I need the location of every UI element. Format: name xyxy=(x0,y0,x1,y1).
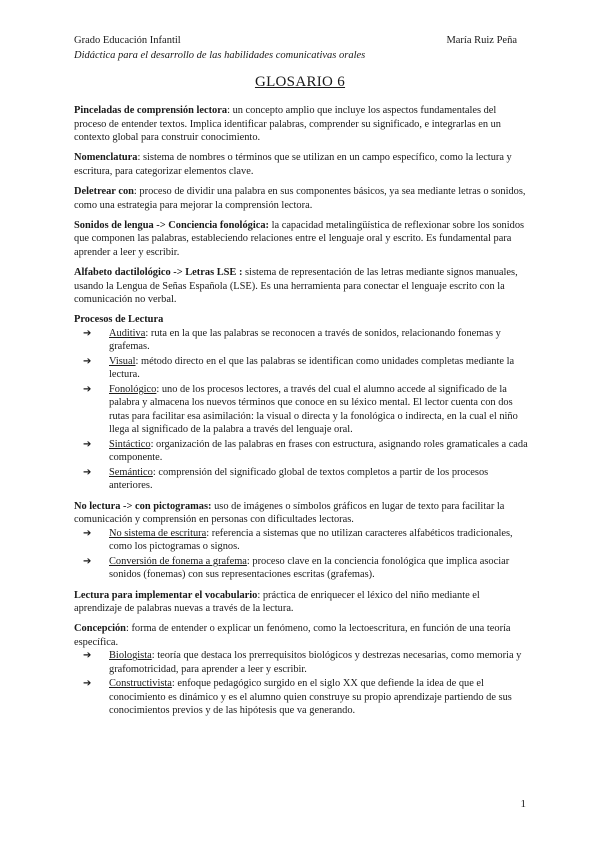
entry-definition: : forma de entender o explicar un fenómeno, como la lectoescritura, en función de una teoría específica. xyxy=(74,623,511,648)
glossary-entry xyxy=(74,589,530,616)
list-item: ➔ No sistema de escritura: referencia a sistemas que no utilizan caracteres alfabéticos tradicionales, como los pictogramas o signos. xyxy=(83,527,513,553)
glossary-body xyxy=(74,104,530,725)
entry-term: Nomenclatura xyxy=(74,152,138,164)
item-term: No sistema de escritura xyxy=(109,527,207,539)
header-course: Grado Educación Infantil xyxy=(74,35,181,46)
arrow-bullet-icon: ➔ xyxy=(83,527,92,539)
list-item: ➔ Fonológico: uno de los procesos lectores, a través del cual el alumno accede al significado de la palabra y almacena los nuevos términos que conoce en su léxico mental. El lector cuenta con dos rutas para facilitar esa asimilación: la visual o directa y la fonológica o indirecta, en la cual el niño llega al significado de la palabra a través del lenguaje oral. xyxy=(83,383,518,436)
entry-term: Deletrear con xyxy=(74,186,134,198)
entry-definition: sistema de representación de las letras mediante signos manuales, usando la Lengua de Señas Española (LSE). Es una herramienta para conectar el lenguaje escrito con la comunicación no verbal. xyxy=(74,267,518,306)
concepcion-list xyxy=(74,649,530,718)
item-term: Semántico xyxy=(109,466,153,478)
list-item: ➔ Auditiva: ruta en la que las palabras se reconocen a través de sonidos, relacionando fonemas y grafemas. xyxy=(83,327,501,353)
arrow-bullet-icon: ➔ xyxy=(83,466,92,478)
glossary-entry: Deletrear con: proceso de dividir una palabra en sus componentes básicos, ya sea mediante letras o sonidos, como una estrategia para mejorar la comprensión lectora. xyxy=(74,186,526,211)
list-item: ➔ Visual: método directo en el que las palabras se identifican como unidades completas mediante la lectura. xyxy=(83,355,515,381)
header-subject: Didáctica para el desarrollo de las habilidades comunicativas orales xyxy=(74,50,366,61)
entry-term: Alfabeto dactilológico -> Letras LSE : xyxy=(74,267,243,279)
item-term: Constructivista xyxy=(109,678,172,690)
glossary-entry xyxy=(74,622,530,649)
page-title: GLOSARIO 6 xyxy=(254,74,346,90)
arrow-bullet-icon: ➔ xyxy=(83,650,92,662)
list-item: ➔ Biologista: teoría que destaca los prerrequisitos biológicos y destrezas necesarias, como memoria y grafomotricidad, para aprender a leer y escribir. xyxy=(83,650,522,675)
header-author: María Ruiz Peña xyxy=(446,35,517,46)
arrow-bullet-icon: ➔ xyxy=(83,327,92,339)
item-term: Sintáctico xyxy=(109,438,151,450)
arrow-bullet-icon: ➔ xyxy=(83,555,92,567)
entry-definition: uso de imágenes o símbolos gráficos en lugar de texto para facilitar la comunicación y comprensión en personas con dificultades lectoras. xyxy=(74,500,505,526)
entry-definition: la capacidad metalingüística de reflexionar sobre los sonidos que componen las palabras, estableciendo relaciones entre el lenguaje oral y escrito. Es fundamental para aprender a leer y escribir. xyxy=(74,219,525,258)
arrow-bullet-icon: ➔ xyxy=(83,678,92,690)
glossary-entry: Pinceladas de comprensión lectora: un concepto amplio que incluye los aspectos fundamentales del proceso de entender textos. Implica identificar palabras, comprender su significado, e integrarlas en un contexto global para construir conocimiento. xyxy=(74,105,502,143)
section-heading-procesos: Procesos de Lectura xyxy=(74,314,164,326)
entry-definition: sistema de nombres o términos que se utilizan en un campo específico, como la lectura y escritura, para categorizar elementos clave. xyxy=(74,152,512,177)
item-term: Conversión de fonema a grafema xyxy=(109,555,247,567)
glossary-entry: Nomenclatura: sistema de nombres o términos que se utilizan en un campo específico, como la lectura y escritura, para categorizar elementos clave. xyxy=(74,152,512,177)
glossary-entry xyxy=(74,500,530,527)
item-term: Visual xyxy=(109,355,136,367)
list-item: ➔ Semántico: comprensión del significado global de textos completos a partir de los procesos anteriores. xyxy=(83,466,489,492)
entry-term: Pinceladas de comprensión lectora xyxy=(74,105,228,116)
glossary-entry xyxy=(74,266,530,307)
procesos-list xyxy=(74,327,530,493)
glossary-entry xyxy=(74,219,530,260)
page-number: 1 xyxy=(520,798,526,810)
entry-term: Lectura para implementar el vocabulario xyxy=(74,589,258,601)
list-item: ➔ Conversión de fonema a grafema: proceso clave en la conciencia fonológica que implica asociar sonidos (fonemas) con sus representaciones escritas (grafemas). xyxy=(83,555,510,581)
entry-definition: proceso de dividir una palabra en sus componentes básicos, ya sea mediante letras o sonidos, como una estrategia para mejorar la comprensión lectora. xyxy=(74,186,526,211)
no-lectura-list xyxy=(74,527,530,582)
entry-term: Concepción xyxy=(74,623,126,635)
arrow-bullet-icon: ➔ xyxy=(83,383,92,395)
entry-definition: un concepto amplio que incluye los aspectos fundamentales del proceso de entender textos. Implica identificar palabras, comprender su significado, e integrarlas en un contexto global para construir conocimiento. xyxy=(74,105,502,143)
list-item: ➔ Constructivista: enfoque pedagógico surgido en el siglo XX que defiende la idea de que el conocimiento es dinámico y es el alumno quien construye su propio aprendizaje partiendo de sus conocimientos previos y de las hipótesis que va generando. xyxy=(83,678,512,717)
entry-term: No lectura -> con pictogramas: xyxy=(74,500,212,512)
list-item: ➔ Sintáctico: organización de las palabras en frases con estructura, asignando roles gramaticales a cada componente. xyxy=(83,438,528,464)
entry-definition: : práctica de enriquecer el léxico del niño mediante el aprendizaje de palabras nuevas a través de la lectura. xyxy=(74,589,480,615)
entry-term: Sonidos de lengua -> Conciencia fonológica: xyxy=(74,219,269,231)
item-term: Fonológico xyxy=(109,383,157,395)
item-term: Biologista xyxy=(109,650,152,662)
arrow-bullet-icon: ➔ xyxy=(83,355,92,367)
item-term: Auditiva xyxy=(109,327,146,339)
arrow-bullet-icon: ➔ xyxy=(83,438,92,450)
